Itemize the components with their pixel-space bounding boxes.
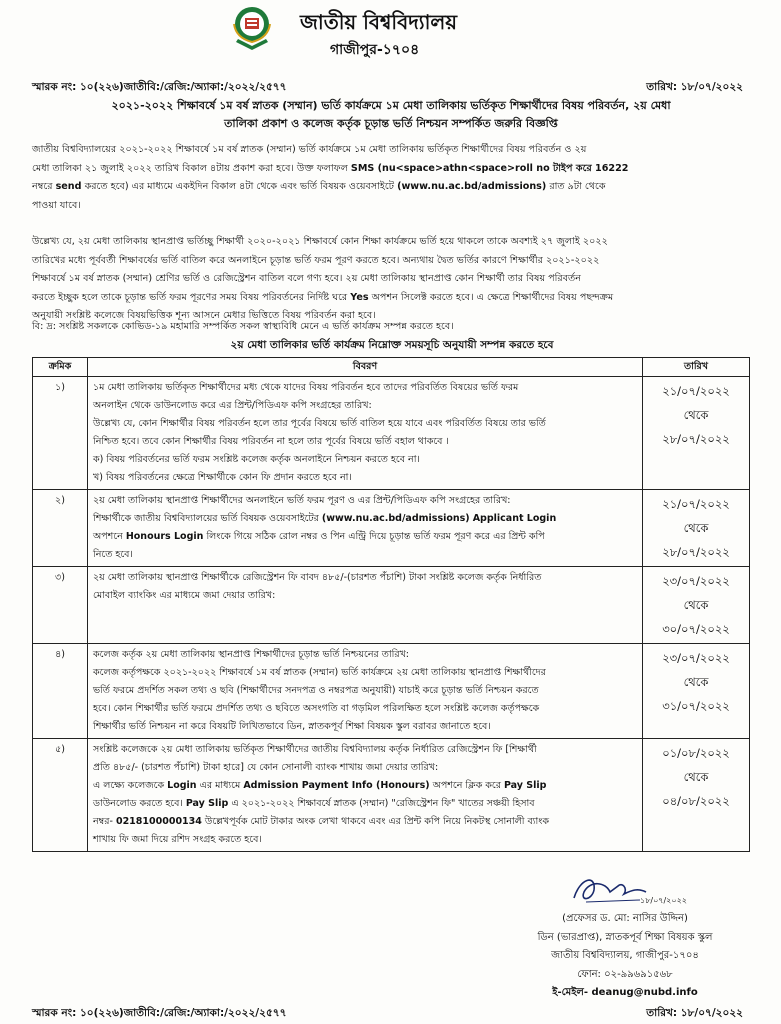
date-to: ২৮/০৭/২০২২ xyxy=(662,432,730,446)
pay-slip-keyword: Pay Slip xyxy=(185,798,229,809)
signatory-block xyxy=(500,910,750,1003)
row-line: শাখায় ফি জমা দিয়ে রশিদ সংগ্রহ করতে হবে। xyxy=(93,834,262,845)
row-text: এর মাধ্যমে xyxy=(199,780,241,791)
row-line: সংশ্লিষ্ট কলেজকে ২য় মেধা তালিকায় ভর্তিকৃত শিক্ষার্থীদের জাতীয় বিশ্ববিদ্যালয় কর্তৃক নির্ধারিত রেজিস্ট্রেশন ফি [শিক্ষার্থী xyxy=(93,744,537,755)
date-to: ০৪/০৮/২০২২ xyxy=(662,794,730,808)
signatory-email: ই-মেইল- deanug@nubd.info xyxy=(552,987,698,998)
row-serial: ৫) xyxy=(33,739,88,852)
row-line: ২য় মেধা তালিকায় স্থানপ্রাপ্ত শিক্ষার্থীকে রেজিস্ট্রেশন ফি বাবদ ৪৮৫/-(চারশত পঁচাশি) টাকা সংশ্লিষ্ট কলেজ কর্তৃক নির্ধারিত xyxy=(93,572,542,583)
paragraph-line xyxy=(32,160,752,179)
row-text: নম্বর- xyxy=(93,816,113,827)
admission-website: (www.nu.ac.bd/admissions) xyxy=(397,181,547,192)
date-to: ২৮/০৭/২০২২ xyxy=(662,545,730,559)
paragraph-line: তারিখের মধ্যে পূর্ববর্তী শিক্ষাবর্ষের ভর্তি বাতিল করে অনলাইনে চূড়ান্ত ভর্তি ফরম পূরণ করতে হবে। অন্যথায় দ্বৈত ভর্তির কারণে শিক্ষার্থীর ২০২১-২০২২ xyxy=(32,254,600,266)
row-line: কলেজ কর্তৃক ২য় মেধা তালিকায় স্থানপ্রাপ্ত শিক্ষার্থীদের চূড়ান্ত ভর্তি নিশ্চয়নের তারিখ: xyxy=(93,649,410,660)
header-description: বিবরণ xyxy=(88,358,643,377)
row-description xyxy=(88,490,643,567)
row-serial: ৪) xyxy=(33,644,88,739)
row-serial: ১) xyxy=(33,377,88,490)
admission-website: (www.nu.ac.bd/admissions) xyxy=(321,513,470,524)
date-from: ২১/০৭/২০২২ xyxy=(662,384,730,398)
date-from: ২৩/০৭/২০২২ xyxy=(662,651,730,665)
paragraph-text: মেধা তালিকা ২১ জুলাই ২০২২ তারিখ বিকাল ৪টায় প্রকাশ করা হবে। উক্ত ফলাফল xyxy=(32,162,348,174)
header-date: তারিখ xyxy=(643,358,750,377)
covid-note: বি: দ্র: সংশ্লিষ্ট সকলকে কোভিড-১৯ মহামারি সম্পর্কিত সকল স্বাস্থ্যবিধি মেনে এ ভর্তি কার্যক্রম সম্পন্ন করতে হবে। xyxy=(32,321,454,332)
row-text: লিংকে গিয়ে সঠিক রোল নম্বর ও পিন এন্ট্রি দিয়ে চূড়ান্ত ভর্তি ফরম পূরণ করে এর প্রিন্ট কপি xyxy=(206,531,545,542)
row-description xyxy=(88,739,643,852)
row-text: অপশনে xyxy=(93,531,123,542)
row-text: উল্লেখপূর্বক মোট টাকার অংক লেখা থাকবে এবং এর প্রিন্ট কপি নিয়ে নিকটস্থ সোনালী ব্যাংক xyxy=(204,816,550,827)
row-line xyxy=(93,795,637,813)
university-city: গাজীপুর-১৭০৪ xyxy=(330,42,420,58)
paragraph-line: অনুযায়ী সংশ্লিষ্ট কলেজে বিষয়ভিত্তিক শূন্য আসনে মেধার ভিত্তিতে বিষয় পরিবর্তন করা হবে। xyxy=(32,310,376,321)
row-text: এ ২০২১-২০২২ শিক্ষাবর্ষে স্নাতক (সম্মান) "রেজিস্ট্রেশন ফি" খাতের সঞ্চয়ী হিসাব xyxy=(231,798,535,809)
row-line xyxy=(93,510,637,528)
paragraph-line: উল্লেখ্য যে, ২য় মেধা তালিকায় স্থানপ্রাপ্ত ভর্তিচ্ছু শিক্ষার্থী ২০২০-২০২১ শিক্ষাবর্ষে কোন শিক্ষা কার্যক্রমে ভর্তি হয়ে থাকলে তাকে অবশ্যই ২৭ জুলাই ২০২২ xyxy=(32,236,608,247)
row-description xyxy=(88,644,643,739)
row-line: ক) বিষয় পরিবর্তনের ভর্তি ফরম সংশ্লিষ্ট কলেজ কর্তৃক অনলাইনে নিশ্চয়ন করতে হবে না। xyxy=(93,454,420,465)
yes-keyword: Yes xyxy=(350,291,369,303)
university-name: জাতীয় বিশ্ববিদ্যালয় xyxy=(300,10,458,34)
row-text: অপশনে ক্লিক করে xyxy=(432,780,501,791)
table-row xyxy=(33,490,750,567)
signature-date: ১৮/০৭/২০২২ xyxy=(640,896,687,905)
paragraph-line: শিক্ষাবর্ষে ১ম বর্ষ স্নাতক (সম্মান) শ্রেণির ভর্তি ও রেজিস্ট্রেশন বাতিল বলে গণ্য হবে। ২য় মেধা তালিকায় স্থানপ্রাপ্ত কোন শিক্ষার্থী তার বিষয় পরিবর্তন xyxy=(32,273,581,284)
paragraph-line xyxy=(32,178,752,197)
date-to: ৩১/০৭/২০২২ xyxy=(662,699,730,713)
footer-memo-number: স্মারক নং: ১০(২২৬)জাতীবি:/রেজি:/অ্যাকা:/২০২২/২৫৭৭ xyxy=(32,1007,287,1019)
row-text: শিক্ষার্থীকে জাতীয় বিশ্ববিদ্যালয়ের ভর্তি বিষয়ক ওয়েবসাইটের xyxy=(93,513,319,524)
table-header-row xyxy=(33,358,750,377)
table-row xyxy=(33,377,750,490)
schedule-heading: ২য় মেধা তালিকার ভর্তি কার্যক্রম নিম্নোক্ত সময়সূচি অনুযায়ী সম্পন্ন করতে হবে xyxy=(230,339,554,351)
row-line xyxy=(93,813,637,831)
schedule-table xyxy=(32,357,750,852)
table-row xyxy=(33,567,750,644)
date-from: ২৩/০৭/২০২২ xyxy=(662,574,730,588)
signatory-designation: ডিন (ভারপ্রাপ্ত), স্নাতকপূর্ব শিক্ষা বিষয়ক স্কুল xyxy=(537,931,713,943)
row-line: হবে। কোন শিক্ষার্থীর ভর্তি ফরমে প্রদর্শিত তথ্য ও ছবিতে অসংগতি বা গড়মিল পরিলক্ষিত হলে সংশ্লিষ্ট কলেজ কর্তৃপক্ষকে xyxy=(93,703,540,714)
row-date xyxy=(643,377,750,490)
paragraph-text: করতে ইচ্ছুক হলে তাকে চূড়ান্ত ভর্তি ফরম পূরণের সময় বিষয় পরিবর্তনের নির্দিষ্ট ঘরে xyxy=(32,291,348,303)
paragraph-dual-admission xyxy=(32,233,752,326)
paragraph-line xyxy=(32,289,752,308)
row-serial: ২) xyxy=(33,490,88,567)
row-description xyxy=(88,567,643,644)
admission-payment-info: Admission Payment Info (Honours) xyxy=(243,780,430,791)
row-text: ডাউনলোড করতে হবে। xyxy=(93,798,183,809)
row-line: অনলাইন থেকে ডাউনলোড করে এর প্রিন্ট/পিডিএফ কপি সংগ্রহের তারিখ: xyxy=(93,400,372,411)
paragraph-text: করতে হবে) এর মাধ্যমে একইদিন বিকাল ৪টা থেকে এবং ভর্তি বিষয়ক ওয়েবসাইটে xyxy=(84,181,394,192)
row-description xyxy=(88,377,643,490)
date-to-label: থেকে xyxy=(683,675,709,689)
university-emblem-icon xyxy=(230,4,274,52)
row-date xyxy=(643,739,750,852)
row-line: কলেজ কর্তৃপক্ষকে ২০২১-২০২২ শিক্ষাবর্ষে ১ম বর্ষ স্নাতক (সম্মান) ভর্তি কার্যক্রমে ২য় মেধা তালিকায় স্থানপ্রাপ্ত শিক্ষার্থীদের xyxy=(93,667,546,678)
row-line: মোবাইল ব্যাংকিং এর মাধ্যমে জমা দেয়ার তারিখ: xyxy=(93,590,276,601)
pay-slip-keyword: Pay Slip xyxy=(503,780,547,791)
date-to: ৩০/০৭/২০২২ xyxy=(662,622,730,636)
paragraph-result-publication xyxy=(32,141,752,215)
send-keyword: send xyxy=(55,181,82,192)
date-from: ০১/০৮/২০২২ xyxy=(662,746,730,760)
honours-login: Honours Login xyxy=(125,531,204,542)
row-line: প্রতি ৪৮৫/- (চারশত পঁচাশি) টাকা হারে] যে কোন সোনালী ব্যাংক শাখায় জমা দেয়ার তারিখ: xyxy=(93,762,439,773)
header-serial: ক্রমিক xyxy=(33,358,88,377)
paragraph-text: অপশন সিলেক্ট করতে হবে। এ ক্ষেত্রে শিক্ষার্থীদের বিষয় পছন্দক্রম xyxy=(371,291,614,303)
row-line: ১ম মেধা তালিকায় ভর্তিকৃত শিক্ষার্থীদের মধ্য থেকে যাদের বিষয় পরিবর্তন হবে তাদের পরিবর্তিত বিষয়ের ভর্তি ফরম xyxy=(93,382,519,393)
notice-title xyxy=(32,97,750,133)
row-date xyxy=(643,644,750,739)
date-to-label: থেকে xyxy=(683,521,709,535)
row-line: শিক্ষার্থীর ভর্তি নিশ্চয়ন না করে বিষয়টি লিখিতভাবে ডিন, স্নাতকপূর্ব শিক্ষা বিষয়ক স্কুল বরাবর জানাতে হবে। xyxy=(93,721,491,732)
applicant-login: Applicant Login xyxy=(472,513,557,524)
signatory-institution: জাতীয় বিশ্ববিদ্যালয়, গাজীপুর-১৭০৪ xyxy=(551,950,699,961)
footer-date: তারিখ: ১৮/০৭/২০২২ xyxy=(646,1007,743,1019)
paragraph-text: রাত ৯টা থেকে xyxy=(549,181,606,192)
signatory-name: (প্রফেসর ড. মো: নাসির উদ্দিন) xyxy=(562,913,688,924)
row-line xyxy=(93,777,637,795)
row-line: উল্লেখ্য যে, কোন শিক্ষার্থীর বিষয় পরিবর্তন হলে তার পূর্বের বিষয়ে ভর্তি বাতিল হয়ে যাবে এবং পরিবর্তিত বিষয়ে তার ভর্তি xyxy=(93,418,546,429)
row-line: খ) বিষয় পরিবর্তনের ক্ষেত্রে শিক্ষার্থীকে কোন ফি প্রদান করতে হবে না। xyxy=(93,472,352,483)
row-text: এ লক্ষ্যে কলেজকে xyxy=(93,780,165,791)
row-line: নিতে হবে। xyxy=(93,549,133,560)
signatory-phone: ফোন: ০২-৯৯৬৯১৫৬৮ xyxy=(577,968,673,980)
date-to-label: থেকে xyxy=(683,408,709,422)
row-line: ভর্তি ফরমে প্রদর্শিত সকল তথ্য ও ছবি (শিক্ষার্থীদের সনদপত্র ও নম্বরপত্র অনুযায়ী) যাচাই করে চূড়ান্ত ভর্তি নিশ্চয়ন করতে xyxy=(93,685,539,696)
sms-format: SMS (nu<space>athn<space>roll no টাইপ করে 16222 xyxy=(350,162,629,174)
row-date xyxy=(643,490,750,567)
row-line: নিশ্চিত হবে। তবে কোন শিক্ষার্থীর বিষয় পরিবর্তন না হলে তার পূর্বের বিষয়ে ভর্তি বহাল থাকবে । xyxy=(93,436,449,447)
paragraph-line: পাওয়া যাবে। xyxy=(32,199,81,211)
notice-title-line: ২০২১-২০২২ শিক্ষাবর্ষে ১ম বর্ষ স্নাতক (সম্মান) ভর্তি কার্যক্রমে ১ম মেধা তালিকায় ভর্তিকৃত শিক্ষার্থীদের বিষয় পরিবর্তন, ২য় মেধা xyxy=(111,99,671,112)
row-serial: ৩) xyxy=(33,567,88,644)
date-to-label: থেকে xyxy=(683,770,709,784)
table-row xyxy=(33,739,750,852)
paragraph-text: নম্বরে xyxy=(32,181,53,192)
row-line: ২য় মেধা তালিকায় স্থানপ্রাপ্ত শিক্ষার্থীদের অনলাইনে ভর্তি ফরম পূরণ ও এর প্রিন্ট/পিডিএফ কপি সংগ্রহের তারিখ: xyxy=(93,495,511,506)
row-line xyxy=(93,528,637,546)
memo-number: স্মারক নং: ১০(২২৬)জাতীবি:/রেজি:/অ্যাকা:/২০২২/২৫৭৭ xyxy=(32,81,287,93)
bank-account-number: 0218100000134 xyxy=(115,816,202,827)
date-from: ২১/০৭/২০২২ xyxy=(662,497,730,511)
memo-date: তারিখ: ১৮/০৭/২০২২ xyxy=(646,81,743,93)
date-to-label: থেকে xyxy=(683,598,709,612)
notice-title-line: তালিকা প্রকাশ ও কলেজ কর্তৃক চূড়ান্ত ভর্তি নিশ্চয়ন সম্পর্কিত জরুরি বিজ্ঞপ্তি xyxy=(224,117,558,130)
paragraph-line: জাতীয় বিশ্ববিদ্যালয়ের ২০২১-২০২২ শিক্ষাবর্ষে ১ম বর্ষ স্নাতক (সম্মান) ভর্তি কার্যক্রমে ১ম মেধা তালিকায় ভর্তিকৃত শিক্ষার্থীদের বিষয় পরিবর্তন ও ২য় xyxy=(32,144,587,155)
login-keyword: Login xyxy=(167,780,197,791)
row-date xyxy=(643,567,750,644)
table-row xyxy=(33,644,750,739)
